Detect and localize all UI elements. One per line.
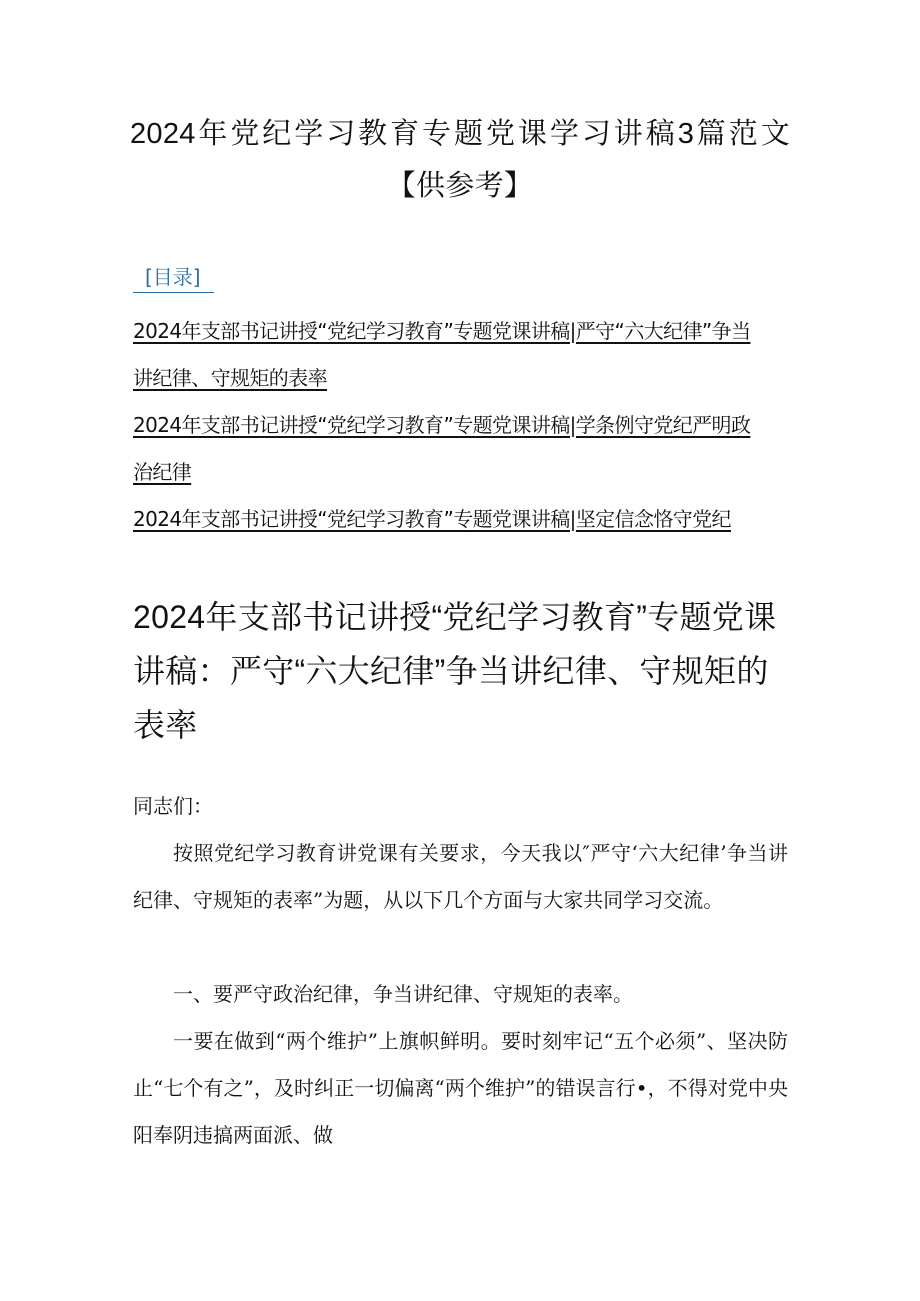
paragraph-point-one: 一、要严守政治纪律，争当讲纪律、守规矩的表率。 — [173, 982, 633, 1006]
section-heading: 2024年支部书记讲授“党纪学习教育”专题党课讲稿：严守“六大纪律”争当讲纪律、守规矩的表率 — [133, 599, 777, 743]
toc-header-link[interactable]: [目录] — [133, 262, 214, 293]
paragraph-point-one-detail: 一要在做到“两个维护”上旗帜鲜明。要时刻牢记“五个必须”、坚决防止“七个有之”，及时纠正一切偏离“两个维护”的错误言行•，不得对党中央阳奉阴违搞两面派、做 — [133, 1029, 788, 1147]
table-of-contents — [133, 308, 758, 543]
toc-item-2-label[interactable]: 2024年支部书记讲授“党纪学习教育”专题党课讲稿|学条例守党纪严明政治纪律 — [133, 413, 751, 484]
toc-item-1-label[interactable]: 2024年支部书记讲授“党纪学习教育”专题党课讲稿|严守“六大纪律”争当讲纪律、守规矩的表率 — [133, 319, 751, 390]
document-title: 2024年党纪学习教育专题党课学习讲稿3篇范文【供参考】 — [130, 118, 790, 202]
salutation: 同志们： — [133, 794, 213, 818]
toc-item-3[interactable] — [133, 496, 758, 543]
toc-item-1[interactable] — [133, 308, 758, 402]
paragraph-intro: 按照党纪学习教育讲党课有关要求，今天我以″严守‘六大纪律’争当讲纪律、守规矩的表率”为题，从以下几个方面与大家共同学习交流。 — [133, 841, 788, 912]
toc-item-2[interactable] — [133, 402, 758, 496]
toc-item-3-label[interactable]: 2024年支部书记讲授“党纪学习教育”专题党课讲稿|坚定信念恪守党纪 — [133, 507, 731, 531]
